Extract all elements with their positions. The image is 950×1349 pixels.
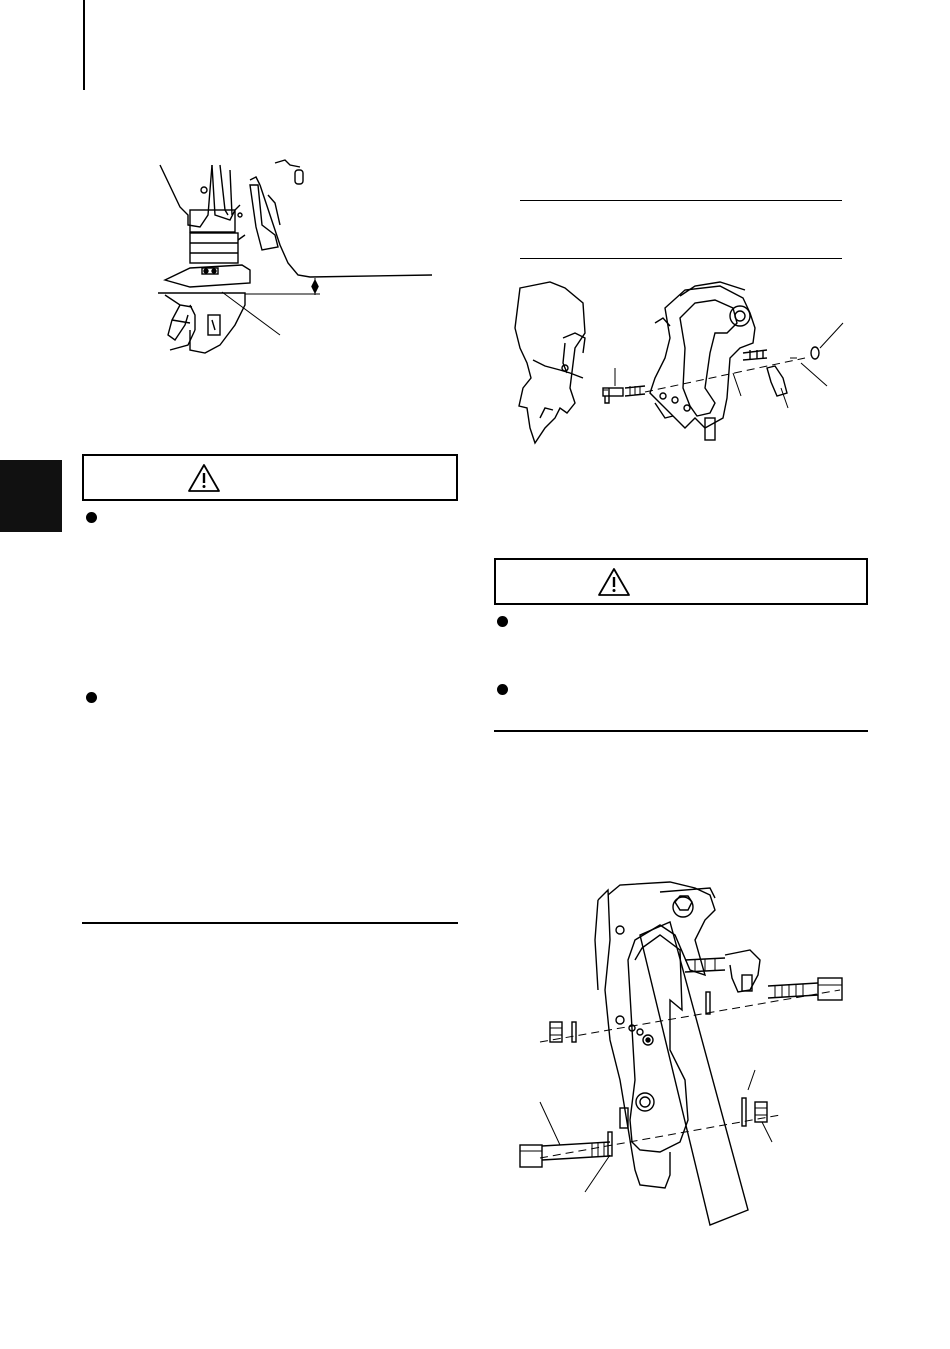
page-margin-line <box>83 0 85 90</box>
header-rule-top <box>520 200 842 201</box>
bullet-point <box>86 692 97 703</box>
section-divider-left <box>82 922 458 924</box>
bullet-point <box>497 684 508 695</box>
caution-box-left <box>82 454 458 501</box>
figure-bracket-exploded <box>505 278 850 453</box>
caution-box-right <box>494 558 868 605</box>
section-tab <box>0 460 62 532</box>
bullet-point <box>86 512 97 523</box>
bullet-point <box>497 616 508 627</box>
figure-outboard-height <box>150 155 440 370</box>
section-divider-right <box>494 730 868 732</box>
figure-clamp-transom-bolts <box>510 880 850 1230</box>
warning-triangle-icon <box>187 463 221 493</box>
warning-triangle-icon <box>597 567 631 597</box>
header-rule-bottom <box>520 258 842 259</box>
